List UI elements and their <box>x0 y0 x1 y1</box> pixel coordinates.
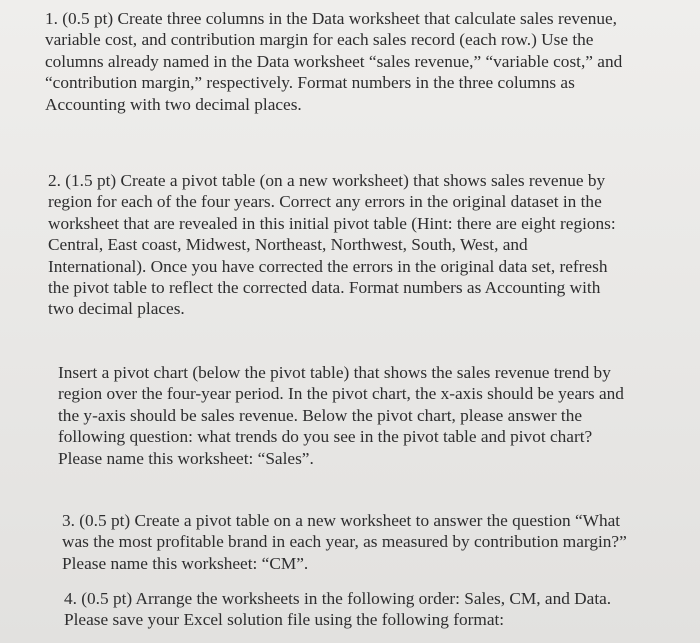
pivot-chart-paragraph: Insert a pivot chart (below the pivot table) that shows the sales revenue trend by region over the four-year period. In the pivot chart, the x-axis should be years and the y-axis should be sales revenue. Below the pivot chart, please answer the following question: what trends do you see in the pivot table and pivot chart? Please name this worksheet: “Sales”. <box>58 363 624 468</box>
question-2-paragraph: 2. (1.5 pt) Create a pivot table (on a new worksheet) that shows sales revenue by region for each of the four years. Correct any errors in the original dataset in the worksheet that are revealed in this initial pivot table (Hint: there are eight regions: Central, East coast, Midwest, Northeast, Northwest, South, West, and International). Once you have corrected the errors in the original data set, refresh the pivot table to reflect the corrected data. Format numbers as Accounting with two decimal places. <box>48 171 616 319</box>
question-4-paragraph: 4. (0.5 pt) Arrange the worksheets in the following order: Sales, CM, and Data. Please save your Excel solution file using the following format: <box>64 589 612 630</box>
question-3-paragraph: 3. (0.5 pt) Create a pivot table on a new worksheet to answer the question “What was the most profitable brand in each year, as measured by contribution margin?” Please name this worksheet: “CM”. <box>62 511 627 573</box>
question-1-paragraph: 1. (0.5 pt) Create three columns in the Data worksheet that calculate sales revenue, variable cost, and contribution margin for each sales record (each row.) Use the columns already named in the Data worksheet “sales revenue,” “variable cost,” and “contribution margin,” respectively. Format numbers in the three columns as Accounting with two decimal places. <box>45 9 623 114</box>
